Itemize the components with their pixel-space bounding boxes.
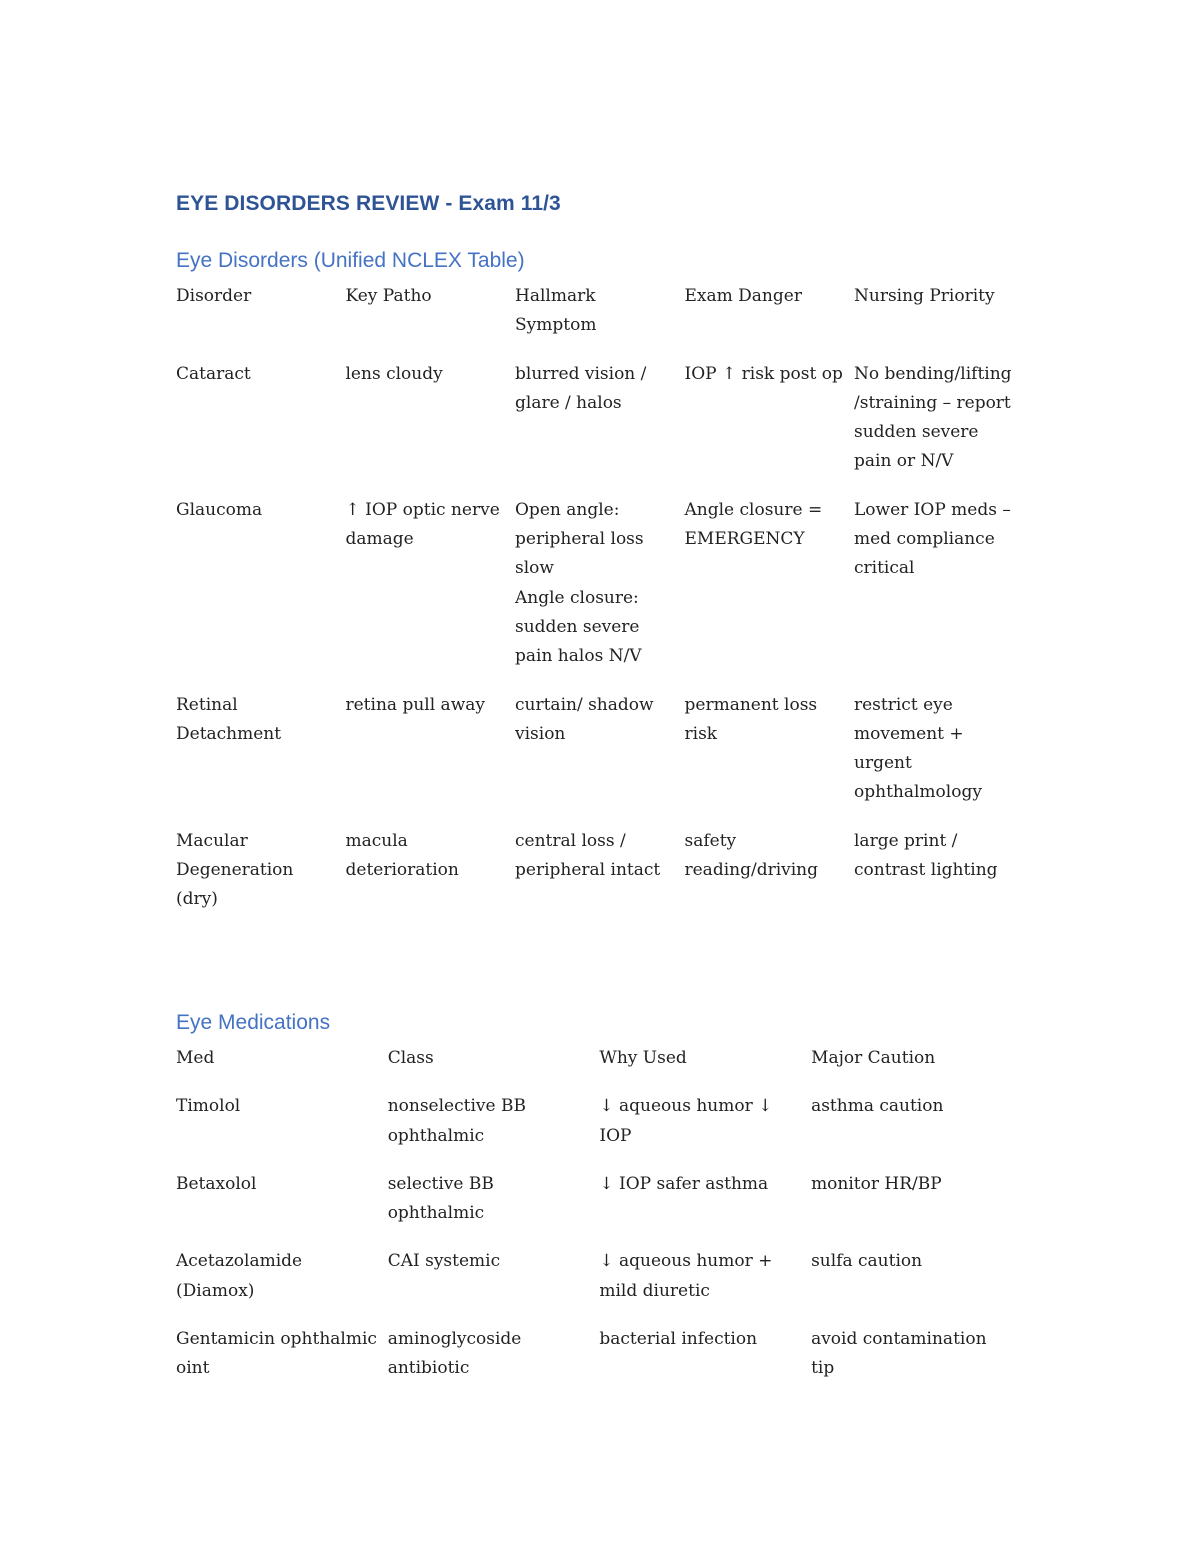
column-header: Major Caution (811, 1048, 936, 1068)
table-row (176, 1170, 1023, 1248)
class-cell: CAI systemic (387, 1251, 501, 1272)
table-row (176, 827, 1024, 934)
column-header: Nursing Priority (854, 286, 995, 306)
eye-disorders-heading: Eye Disorders (Unified NCLEX Table) (176, 249, 525, 272)
why-used-cell: ↓ aqueous humor ↓ IOP (599, 1096, 773, 1146)
why-used-cell: bacterial infection (599, 1329, 758, 1350)
exam-danger-cell: safety reading/driving (684, 830, 819, 881)
hallmark-text: blurred vision / glare / halos (515, 363, 647, 413)
key-patho-cell: retina pull away (345, 694, 485, 715)
nursing-priority-cell: No bending/lifting /straining – report sudden severe pain or N/V (854, 363, 1012, 472)
column-header: Exam Danger (684, 286, 802, 306)
hallmark-text: curtain/ shadow vision (515, 694, 654, 744)
table-row (176, 1247, 1023, 1325)
hallmark-cell (515, 496, 685, 691)
med-cell: Gentamicin ophthalmic oint (176, 1329, 377, 1379)
nursing-priority-cell: large print / contrast lighting (854, 830, 998, 881)
eye-medications-table (176, 1044, 1023, 1403)
table-header-row (176, 282, 1024, 360)
hallmark-text: Open angle: peripheral loss slow (515, 499, 644, 579)
column-header: Disorder (176, 286, 252, 306)
disorder-cell: Retinal Detachment (176, 694, 282, 744)
hallmark-cell (515, 827, 685, 934)
caution-cell: sulfa caution (811, 1251, 923, 1272)
nursing-priority-cell: restrict eye movement + urgent ophthalmology (854, 694, 982, 803)
caution-cell: avoid contamination tip (811, 1329, 987, 1379)
table-row (176, 1092, 1023, 1170)
med-cell: Acetazolamide (Diamox) (176, 1251, 303, 1301)
table-row (176, 691, 1024, 827)
hallmark-text-secondary: Angle closure: sudden severe pain halos N/V (515, 587, 642, 667)
column-header: Class (387, 1048, 434, 1068)
key-patho-cell: lens cloudy (345, 363, 443, 384)
class-cell: selective BB ophthalmic (387, 1173, 494, 1224)
exam-danger-cell: permanent loss risk (684, 694, 818, 744)
disorder-cell: Macular Degeneration (dry) (176, 830, 294, 910)
column-header: Why Used (599, 1048, 687, 1068)
why-used-cell: ↓ aqueous humor + mild diuretic (599, 1251, 773, 1301)
key-patho-cell: ↑ IOP optic nerve damage (345, 499, 500, 550)
disorder-cell: Cataract (176, 363, 251, 384)
eye-medications-heading: Eye Medications (176, 1011, 331, 1034)
hallmark-cell (515, 691, 685, 827)
column-header: Hallmark Symptom (515, 286, 597, 336)
exam-danger-cell: IOP ↑ risk post op (684, 363, 843, 384)
column-header: Key Patho (345, 286, 432, 306)
class-cell: aminoglycoside antibiotic (387, 1329, 522, 1379)
caution-cell: asthma caution (811, 1096, 944, 1117)
why-used-cell: ↓ IOP safer asthma (599, 1173, 769, 1194)
hallmark-cell (515, 360, 685, 496)
hallmark-text: central loss / peripheral intact (515, 830, 661, 881)
disorder-cell: Glaucoma (176, 499, 263, 520)
exam-danger-cell: Angle closure = EMERGENCY (684, 499, 823, 550)
document-title: EYE DISORDERS REVIEW - Exam 11/3 (176, 192, 561, 215)
med-cell: Betaxolol (176, 1173, 257, 1194)
table-row (176, 360, 1024, 496)
column-header: Med (176, 1048, 215, 1068)
med-cell: Timolol (176, 1096, 241, 1117)
eye-disorders-table (176, 282, 1024, 934)
nursing-priority-cell: Lower IOP meds – med compliance critical (854, 499, 1011, 579)
table-header-row (176, 1044, 1023, 1092)
table-row (176, 1325, 1023, 1403)
class-cell: nonselective BB ophthalmic (387, 1096, 526, 1146)
table-row (176, 496, 1024, 691)
caution-cell: monitor HR/BP (811, 1173, 942, 1194)
key-patho-cell: macula deterioration (345, 830, 459, 881)
